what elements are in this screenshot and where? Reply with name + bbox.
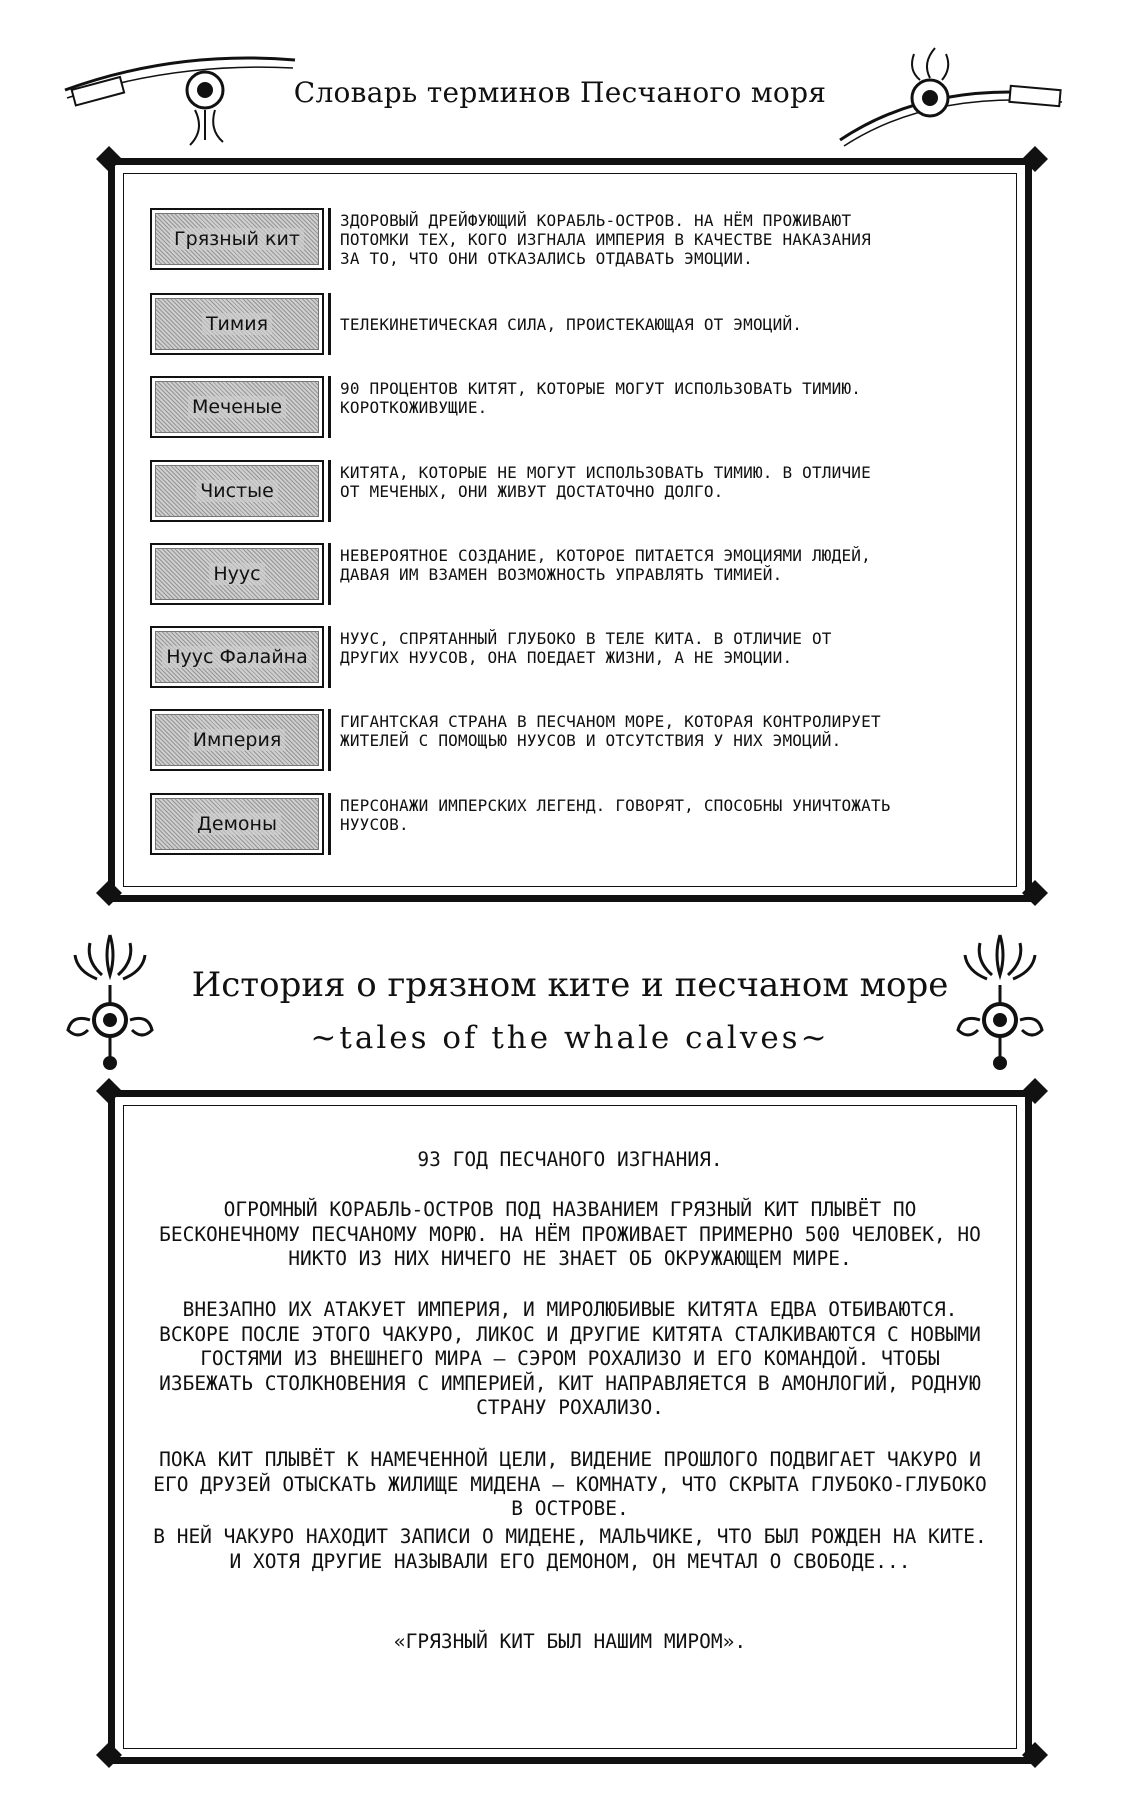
glossary-term: Нуус [150, 543, 324, 605]
glossary-definition: ЗДОРОВЫЙ ДРЕЙФУЮЩИЙ КОРАБЛЬ-ОСТРОВ. НА НЁМ ПРОЖИВАЮТ ПОТОМКИ ТЕХ, КОГО ИЗГНАЛА ИМПЕРИЯ В КАЧЕСТВЕ НАКАЗАНИЯ ЗА ТО, ЧТО ОНИ ОТКАЗАЛИСЬ ОТДАВАТЬ ЭМОЦИИ. [340, 211, 871, 268]
glossary-definition: ТЕЛЕКИНЕТИЧЕСКАЯ СИЛА, ПРОИСТЕКАЮЩАЯ ОТ ЭМОЦИЙ. [340, 315, 803, 334]
glossary-term: Тимия [150, 293, 324, 355]
divider [328, 543, 331, 605]
story-quote: «ГРЯЗНЫЙ КИТ БЫЛ НАШИМ МИРОМ». [393, 1630, 747, 1653]
glossary-term: Демоны [150, 793, 324, 855]
glossary-term: Меченые [150, 376, 324, 438]
right-sword-ornament [830, 40, 1080, 150]
glossary-term: Нуус Фалайна [150, 626, 324, 688]
divider [328, 460, 331, 522]
glossary-definition: ГИГАНТСКАЯ СТРАНА В ПЕСЧАНОМ МОРЕ, КОТОРАЯ КОНТРОЛИРУЕТ ЖИТЕЛЕЙ С ПОМОЩЬЮ НУУСОВ И ОТСУТСТВИЯ У НИХ ЭМОЦИЙ. [340, 712, 881, 750]
glossary-definition: НУУС, СПРЯТАННЫЙ ГЛУБОКО В ТЕЛЕ КИТА. В ОТЛИЧИЕ ОТ ДРУГИХ НУУСОВ, ОНА ПОЕДАЕТ ЖИЗНИ, А НЕ ЭМОЦИИ. [340, 629, 832, 667]
divider [328, 709, 331, 771]
story-panel [108, 1090, 1032, 1764]
left-tribal-ornament [60, 925, 160, 1075]
glossary-term: Грязный кит [150, 208, 324, 270]
glossary-definition: ПЕРСОНАЖИ ИМПЕРСКИХ ЛЕГЕНД. ГОВОРЯТ, СПОСОБНЫ УНИЧТОЖАТЬ НУУСОВ. [340, 796, 891, 834]
corner-ornament [1022, 880, 1048, 906]
glossary-entry [150, 793, 950, 857]
story-paragraph: ПОКА КИТ ПЛЫВЁТ К НАМЕЧЕННОЙ ЦЕЛИ, ВИДЕНИЕ ПРОШЛОГО ПОДВИГАЕТ ЧАКУРО И ЕГО ДРУЗЕЙ ОТЫСКАТЬ ЖИЛИЩЕ МИДЕНА — КОМНАТУ, ЧТО СКРЫТА ГЛУБОКО-ГЛУБОКО В ОСТРОВЕ. [153, 1448, 987, 1520]
left-sword-ornament [55, 40, 305, 150]
divider [328, 293, 331, 355]
glossary-definition: 90 ПРОЦЕНТОВ КИТЯТ, КОТОРЫЕ МОГУТ ИСПОЛЬЗОВАТЬ ТИМИЮ. КОРОТКОЖИВУЩИЕ. [340, 379, 862, 417]
story-paragraph: ВНЕЗАПНО ИХ АТАКУЕТ ИМПЕРИЯ, И МИРОЛЮБИВЫЕ КИТЯТА ЕДВА ОТБИВАЮТСЯ. ВСКОРЕ ПОСЛЕ ЭТОГО ЧАКУРО, ЛИКОС И ДРУГИЕ КИТЯТА СТАЛКИВАЮТСЯ С НОВЫМИ ГОСТЯМИ ИЗ ВНЕШНЕГО МИРА — СЭРОМ РОХАЛИЗО И ЕГО КОМАНДОЙ. ЧТОБЫ ИЗБЕЖАТЬ СТОЛКНОВЕНИЯ С ИМПЕРИЕЙ, КИТ НАПРАВЛЯЕТСЯ В АМОНЛОГИЙ, РОДНУЮ СТРАНУ РОХАЛИЗО. [159, 1298, 981, 1419]
story-section-title: История о грязном ките и песчаном море [191, 965, 949, 1005]
corner-ornament [1022, 1742, 1048, 1768]
corner-ornament [1022, 1078, 1048, 1104]
corner-ornament [96, 146, 122, 172]
glossary-entry [150, 376, 950, 440]
corner-ornament [96, 880, 122, 906]
glossary-term: Империя [150, 709, 324, 771]
glossary-entry [150, 626, 950, 690]
glossary-entry [150, 460, 950, 524]
corner-ornament [96, 1078, 122, 1104]
glossary-definition: НЕВЕРОЯТНОЕ СОЗДАНИЕ, КОТОРОЕ ПИТАЕТСЯ ЭМОЦИЯМИ ЛЮДЕЙ, ДАВАЯ ИМ ВЗАМЕН ВОЗМОЖНОСТЬ УПРАВЛЯТЬ ТИМИЕЙ. [340, 546, 871, 584]
glossary-entry [150, 293, 950, 357]
glossary-definition: КИТЯТА, КОТОРЫЕ НЕ МОГУТ ИСПОЛЬЗОВАТЬ ТИМИЮ. В ОТЛИЧИЕ ОТ МЕЧЕНЫХ, ОНИ ЖИВУТ ДОСТАТОЧНО ДОЛГО. [340, 463, 871, 501]
story-section-subtitle: ~tales of the whale calves~ [310, 1020, 830, 1056]
glossary-entry [150, 208, 950, 272]
glossary-entry [150, 543, 950, 607]
story-paragraph: В НЕЙ ЧАКУРО НАХОДИТ ЗАПИСИ О МИДЕНЕ, МАЛЬЧИКЕ, ЧТО БЫЛ РОЖДЕН НА КИТЕ. И ХОТЯ ДРУГИЕ НАЗЫВАЛИ ЕГО ДЕМОНОМ, ОН МЕЧТАЛ О СВОБОДЕ... [153, 1525, 987, 1573]
glossary-term: Чистые [150, 460, 324, 522]
corner-ornament [1022, 146, 1048, 172]
divider [328, 376, 331, 438]
divider [328, 208, 331, 270]
story-paragraph: ОГРОМНЫЙ КОРАБЛЬ-ОСТРОВ ПОД НАЗВАНИЕМ ГРЯЗНЫЙ КИТ ПЛЫВЁТ ПО БЕСКОНЕЧНОМУ ПЕСЧАНОМУ МОРЮ. НА НЁМ ПРОЖИВАЕТ ПРИМЕРНО 500 ЧЕЛОВЕК, НО НИКТО ИЗ НИХ НИЧЕГО НЕ ЗНАЕТ ОБ ОКРУЖАЮЩЕМ МИРЕ. [159, 1198, 981, 1270]
glossary-title: Словарь терминов Песчаного моря [293, 76, 827, 109]
divider [328, 793, 331, 855]
glossary-entry [150, 709, 950, 773]
story-year: 93 ГОД ПЕСЧАНОГО ИЗГНАНИЯ. [417, 1148, 723, 1171]
divider [328, 626, 331, 688]
corner-ornament [96, 1742, 122, 1768]
